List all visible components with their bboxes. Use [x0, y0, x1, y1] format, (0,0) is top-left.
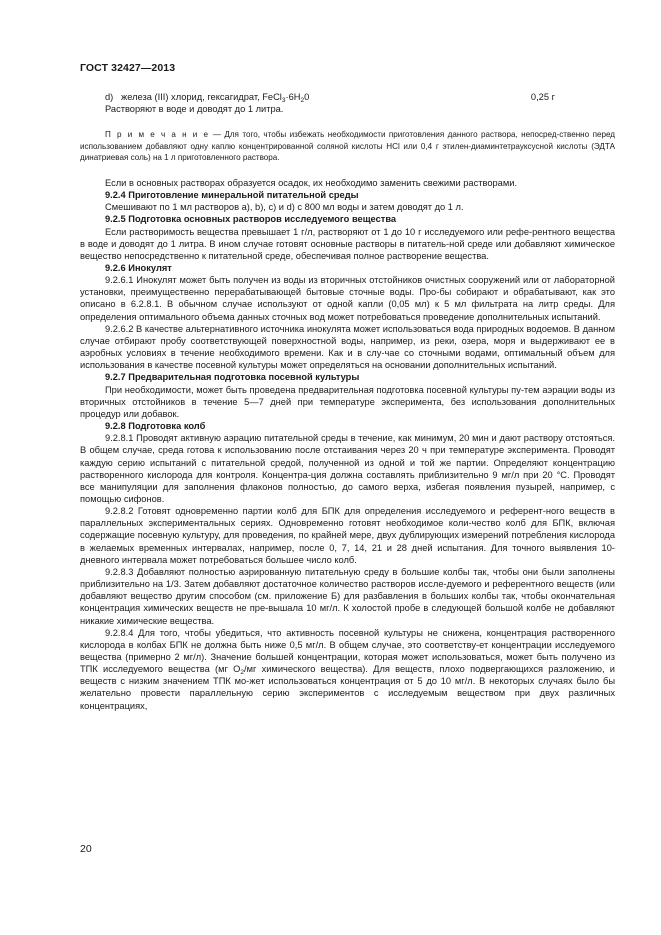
item-d-instruction: Растворяют в воде и доводят до 1 литра. [105, 104, 284, 115]
paragraph: При необходимости, может быть проведена предварительная подготовка посевной культуры пу-тем аэрации воды из вторичных отстойников в течение 5—7 дней при температуре эксперимента, без использования дополнительных процедур или добавок. [80, 384, 615, 419]
note-label: П р и м е ч а н и е [105, 130, 210, 140]
paragraph: 9.2.8.2 Готовят одновременно партии колб для БПК для определения исследуемого и референт-ного веществ в параллельных экспериментальных сериях. Одновременно готовят необходимое коли-чество колб для БПК, включая содержащие посевную культуру, для проведения, по крайней мере, двух дублирующих измерений потребления кислорода в желаемых временных интервалах, например, после 0, 7, 14, 21 и 28 дней испытания. Для точного выявления 10-дневного интервала может потребоваться большее число колб. [80, 506, 615, 565]
paragraph: Если в основных растворах образуется осадок, их необходимо заменить свежими растворами. [105, 177, 518, 188]
item-value: 0,25 г [530, 92, 555, 102]
section-heading: 9.2.8 Подготовка колб [105, 421, 206, 432]
item-name: железа (III) хлорид, гексагидрат, $FeCl_3\cdot 6H_20$ [121, 92, 310, 104]
reagent-item-d [80, 91, 615, 103]
paragraph: 9.2.8.1 Проводят активную аэрацию питательной среды в течение, как минимум, 20 мин и дают раствору отстояться. В общем случае, среда готова к использованию после отстаивания через 20 ч при температуре эксперимента. Проводят каждую серию испытаний с питательной средой, полученной из одной и той же партии. Определяют концентрацию растворенного кислорода для контроля. Концентра-ция должна составлять приблизительно 9 мг/л при 20 °С. Проводят все манипуляции для заполнения флаконов полностью, до самого верха, избегая появления пузырей, например, с помощью сифонов. [80, 433, 615, 504]
note-text: — Для того, чтобы избежать необходимости приготовления данного раствора, непосред-ственно перед использованием добавляют одну каплю концентрированной соляной кислоты HCl или 0,4 г этилен-диаминтетрауксусной кислоты (ЭДТА динатриевая соль) на 1 л приготовленного раствора. [80, 130, 615, 162]
section-heading: 9.2.6 Инокулят [105, 263, 172, 274]
paragraph: 9.2.8.4 Для того, чтобы убедиться, что активность посевной культуры не снижена, концентрация растворенного кислорода в колбах БПК не должна быть ниже 0,5 мг/л. В общем случае, это соответству-ет концентрации исследуемого вещества (примерно 2 мг/л). Значение большей концентрации, которая может использоваться, может быть получено из ТПК исследуемого вещества (мг $O_2/мг$ химического вещества). Для веществ, плохо подвергающихся разложению, и веществ с низким значением ТПК мо-жет использоваться концентрация от 5 до 10 мг/л. В некоторых случаях было бы желательно провести параллельную серию экспериментов с исследуемым веществом при двух различных концентрациях, [80, 627, 615, 711]
document-body [80, 91, 615, 712]
section-heading: 9.2.7 Предварительная подготовка посевной культуры [105, 372, 360, 383]
standard-header: ГОСТ 32427—2013 [80, 62, 176, 74]
note [80, 129, 615, 163]
section-heading: 9.2.5 Подготовка основных растворов исследуемого вещества [105, 214, 397, 225]
item-label: d) [105, 92, 114, 102]
section-heading: 9.2.4 Приготовление минеральной питательной среды [105, 190, 359, 201]
paragraph: Смешивают по 1 мл растворов а), b), c) и d) с 800 мл воды и затем доводят до 1 л. [105, 202, 464, 213]
paragraph: 9.2.6.1 Инокулят может быть получен из воды из вторичных отстойников очистных сооружений или от лабораторной установки, преимущественно перерабатывающей бытовые сточные воды. Про-бы собирают и обрабатывают, как это описано в 6.2.8.1. В обычном случае используют от одной капли (0,05 мл) к 5 мл фильтрата на литр среды. Для определения оптимального объема данных сточных вод может потребоваться проведение дополнительных испытаний. [80, 275, 615, 322]
paragraph: Если растворимость вещества превышает 1 г/л, растворяют от 1 до 10 г исследуемого или рефе-рентного вещества в воде и доводят до 1 литра. В ином случае готовят основные растворы в питатель-ной среде или добавляют химическое вещество непосредственно к питательной среде, обеспечивая полное растворение вещества. [80, 226, 615, 261]
page-number: 20 [80, 843, 92, 855]
paragraph: 9.2.6.2 В качестве альтернативного источника инокулята может использоваться вода природных водоемов. В данном случае отбирают пробу соответствующей поверхностной воды, например, из реки, озера, моря и выдерживают ее в аэробных условиях в течение необходимого времени. Как и в слу-чае со сточными водами, оптимальный объем для использования в качестве посевной культуры может определяться на основании дополнительных испытаний. [80, 323, 615, 371]
paragraph: 9.2.8.3 Добавляют полностью аэрированную питательную среду в большие колбы так, чтобы они были заполнены приблизительно на 1/3. Затем добавляют достаточное количество растворов иссле-дуемого и референтного веществ (или добавляют вещество другим способом (см. приложение Б) для разбавления в больших колбы так, чтобы окончательная концентрация химических веществ не пре-вышала 10 мг/л. К холостой пробе в следующей большой колбе не добавляют никакие химические вещества. [80, 566, 615, 626]
